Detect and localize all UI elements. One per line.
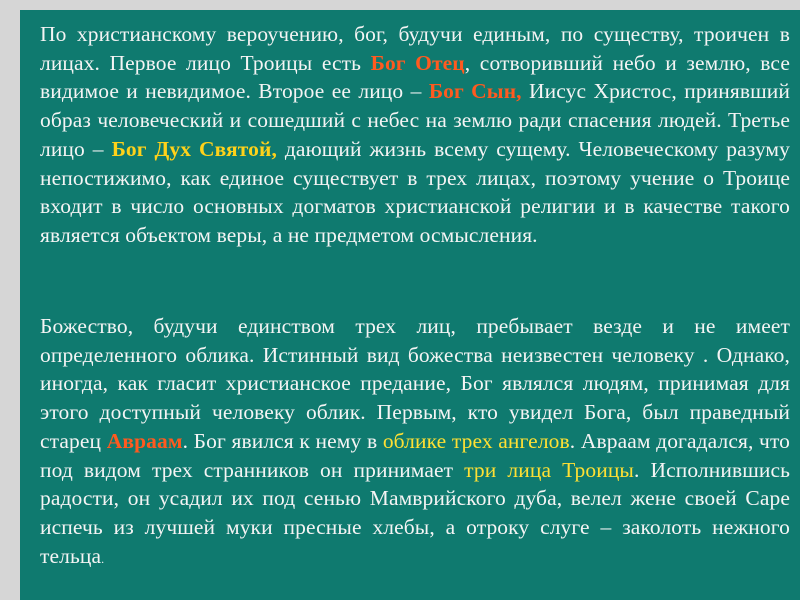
highlight-three-persons: три лица Троицы [464,457,634,482]
paragraph-abraham-story [40,312,790,573]
highlight-god-son: Бог Сын, [428,79,522,104]
paragraph2-text-3: . Авраам догадался, что под видом трех странников он принимает [40,428,791,482]
paragraph1-text-3: Иисус Христос, принявший образ человеческий и сошедший с небес на землю ради спасения людей. Третье лицо – [40,79,791,161]
highlight-abraham: Авраам [106,428,183,453]
highlight-three-angels: облике трех ангелов [382,428,570,453]
paragraph1-text-4: дающий жизнь всему сущему. Человеческому разуму непостижимо, как единое существует в трех лицах, поэтому учение о Троице входит в число основных догматов христианской религии и в качестве такого является объектом веры, а не предметом осмысления. [40,136,790,247]
text-panel [20,10,800,600]
paragraph2-text-4: . Исполнившись радости, он усадил их под сенью Мамврийского дуба, велел жене своей Саре испечь из лучшей муки пресные хлебы, а отроку слуге – заколоть нежного тельца [40,457,791,568]
paragraph2-text-1: Божество, будучи единством трех лиц, пребывает везде и не имеет определенного облика. Истинный вид божества неизвестен человеку . Однако, иногда, как гласит христианское предание, Бог являлся людям, принимая для этого доступный человеку облик. Первым, кто увидел Бога, был праведный старец [40,314,790,453]
paragraph1-text-1: По христианскому вероучению, бог, будучи единым, по существу, троичен в лицах. Первое лицо Троицы есть [40,22,790,75]
paragraph2-final-period: . [101,551,105,566]
highlight-god-father: Бог Отец [370,50,465,75]
paragraph1-text-2: , сотворивший небо и землю, все видимое и невидимое. Второе ее лицо – [40,50,790,104]
paragraph2-text-2: . Бог явился к нему в [182,428,383,453]
paragraph-trinity-doctrine [40,20,790,250]
highlight-holy-spirit: Бог Дух Святой, [111,136,277,161]
